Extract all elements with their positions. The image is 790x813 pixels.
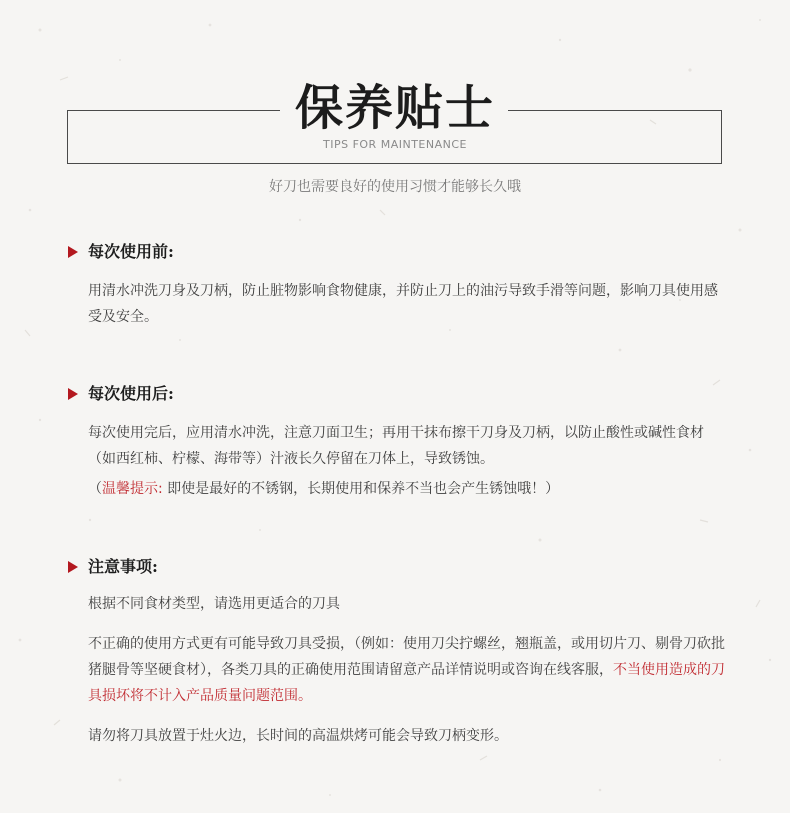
- section-body: 用清水冲洗刀身及刀柄，防止脏物影响食物健康，并防止刀上的油污导致手滑等问题，影响刀具使用感受及安全。: [88, 283, 718, 325]
- warm-tip-label: 温馨提示:: [102, 481, 163, 497]
- precaution-text: 不正确的使用方式更有可能导致刀具受损，（例如：使用刀尖拧螺丝，翘瓶盖，或用切片刀、剔骨刀砍批猪腿骨等坚硬食材），各类刀具的正确使用范围请留意产品详情说明或咨询在线客服，: [88, 636, 725, 678]
- section-title: 每次使用后:: [88, 384, 174, 403]
- section-title: 注意事项:: [88, 557, 158, 576]
- triangle-bullet-icon: [68, 246, 78, 258]
- page-subtitle: TIPS FOR MAINTENANCE: [323, 138, 467, 151]
- page-title: 保养贴士: [294, 80, 495, 136]
- section-before-use: [68, 240, 728, 330]
- precaution-item: 根据不同食材类型，请选用更适合的刀具: [88, 596, 340, 612]
- tagline: 好刀也需要良好的使用习惯才能够长久哦: [269, 179, 521, 195]
- precaution-warning: 不当使用造成的刀具损坏将不计入产品质量问题范围。: [88, 662, 725, 704]
- triangle-bullet-icon: [68, 388, 78, 400]
- warm-tip-text: 即使是最好的不锈钢，长期使用和保养不当也会产生锈蚀哦！）: [162, 481, 560, 497]
- section-heading: [68, 555, 728, 579]
- section-heading: [68, 240, 728, 264]
- note-open-paren: （: [88, 481, 102, 497]
- warm-tip-note: [68, 476, 728, 502]
- section-title: 每次使用前:: [88, 242, 174, 261]
- section-heading: [68, 382, 728, 406]
- precaution-item: [68, 631, 728, 709]
- triangle-bullet-icon: [68, 561, 78, 573]
- header-rule-left: [67, 110, 280, 111]
- section-precautions: [68, 555, 728, 749]
- precaution-item: 请勿将刀具放置于灶火边，长时间的高温烘烤可能会导致刀柄变形。: [88, 728, 508, 744]
- section-body: 每次使用完后，应用清水冲洗，注意刀面卫生；再用干抹布擦干刀身及刀柄，以防止酸性或碱性食材（如西红柿、柠檬、海带等）汁液长久停留在刀体上，导致锈蚀。: [88, 425, 704, 467]
- section-after-use: [68, 382, 728, 502]
